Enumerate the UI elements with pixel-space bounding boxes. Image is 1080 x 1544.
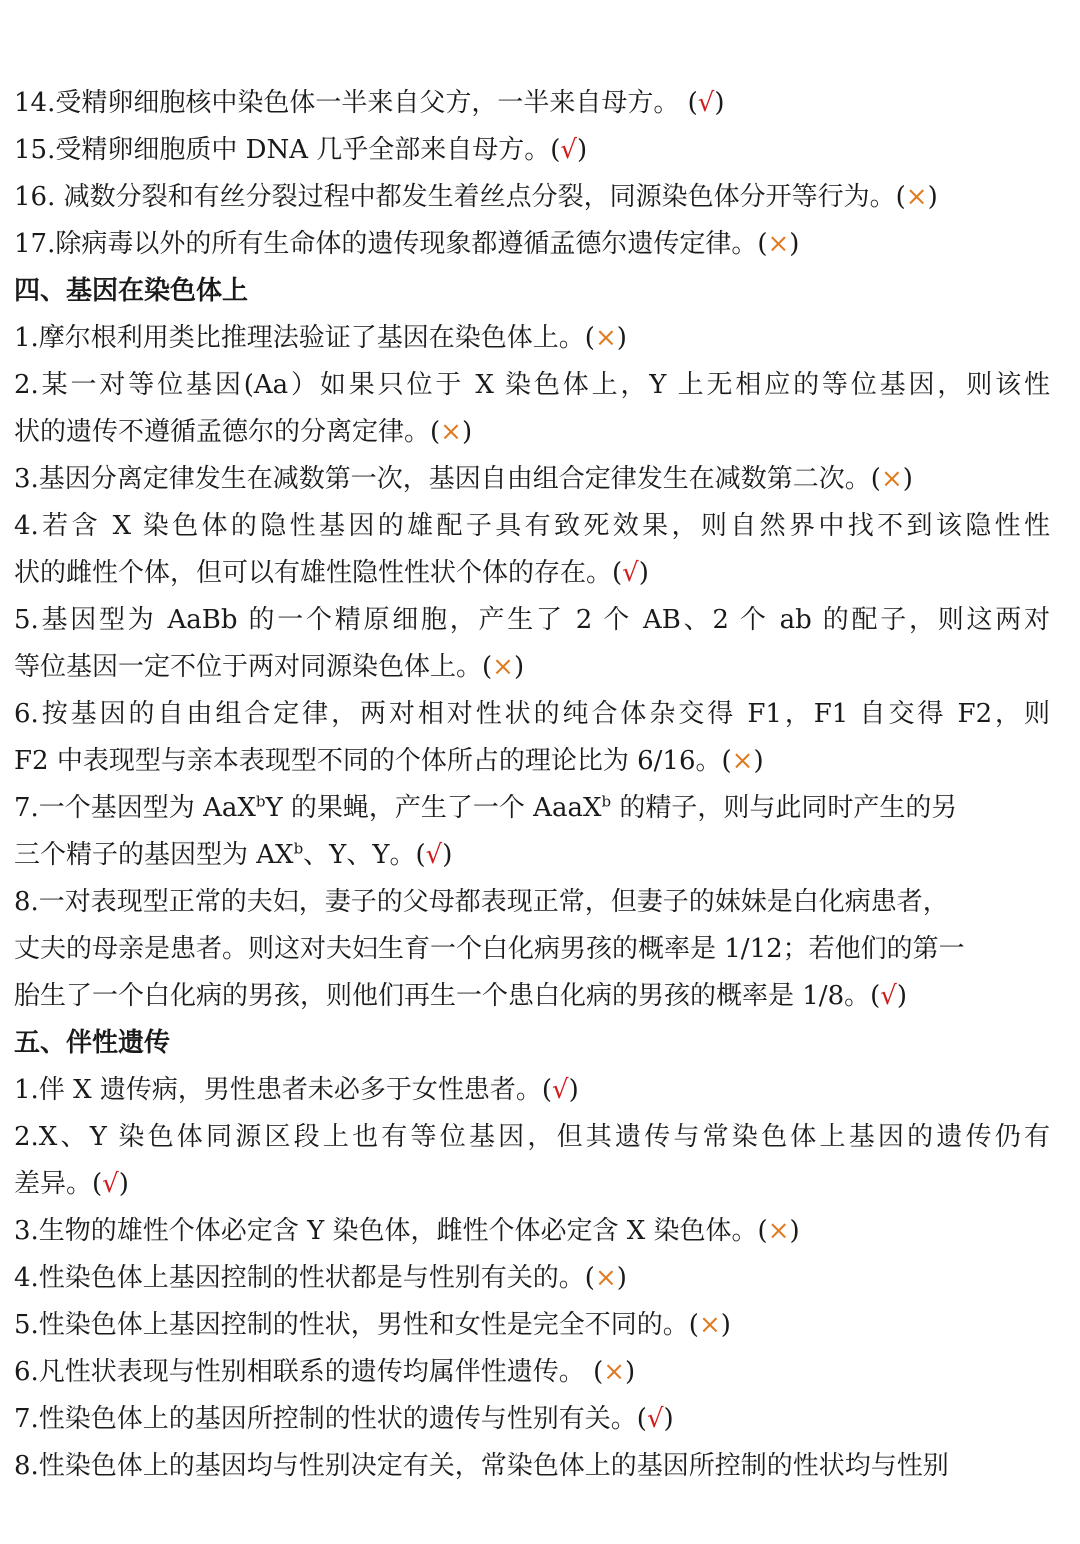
- close-paren: ): [576, 135, 588, 165]
- section-heading-5: 五、伴性遗传: [14, 1028, 171, 1058]
- cross-mark-icon: ×: [905, 182, 928, 212]
- close-paren: ): [625, 1357, 636, 1387]
- statement-text: 的精子，则与此同时产生的另: [611, 793, 958, 823]
- statement-5-7: [14, 1396, 1050, 1443]
- cross-mark-icon: ×: [594, 323, 617, 353]
- cross-mark-icon: ×: [767, 229, 790, 259]
- statement-5-4: [14, 1255, 1050, 1302]
- superscript: b: [293, 839, 304, 858]
- statement-4-7-line2: [14, 832, 1050, 879]
- check-mark-icon: √: [552, 1075, 569, 1105]
- close-paren: ): [513, 652, 525, 682]
- statement-4-5-line1: 5.基因型为 AaBb 的一个精原细胞，产生了 2 个 AB、2 个 ab 的配子，则这两对: [14, 605, 1050, 635]
- statement-text: 6.凡性状表现与性别相联系的遗传均属伴性遗传。 (: [14, 1357, 604, 1387]
- statement-text: 状的雌性个体，但可以有雄性隐性性状个体的存在。(: [14, 558, 623, 588]
- statement-text: 7.一个基因型为 AaX: [14, 793, 256, 823]
- statement-text: 1.伴 X 遗传病，男性患者未必多于女性患者。(: [14, 1075, 552, 1105]
- check-mark-icon: √: [560, 135, 577, 165]
- statement-5-8-line1: 8.性染色体上的基因均与性别决定有关，常染色体上的基因所控制的性状均与性别: [14, 1451, 949, 1481]
- statement-5-6: [14, 1349, 1050, 1396]
- cross-mark-icon: ×: [492, 652, 514, 682]
- statement-5-3: [14, 1208, 1050, 1255]
- check-mark-icon: √: [425, 840, 443, 870]
- close-paren: ): [663, 1404, 674, 1434]
- statement-text: 3.基因分离定律发生在减数第一次，基因自由组合定律发生在减数第二次。(: [14, 464, 881, 494]
- statement-text: 4.性染色体上基因控制的性状都是与性别有关的。(: [14, 1263, 595, 1293]
- statement-4-8-line2: 丈夫的母亲是患者。则这对夫妇生育一个白化病男孩的概率是 1/12；若他们的第一: [14, 934, 965, 964]
- close-paren: ): [753, 746, 764, 776]
- statement-4-5-line2: [14, 644, 1050, 691]
- check-mark-icon: √: [646, 1404, 664, 1434]
- statement-4-4-line1: 4.若含 X 染色体的隐性基因的雄配子具有致死效果，则自然界中找不到该隐性性: [14, 511, 1050, 541]
- statement-4-2-line1: 2.某一对等位基因(Aa）如果只位于 X 染色体上，Y 上无相应的等位基因，则该性: [14, 370, 1050, 400]
- check-mark-icon: √: [622, 558, 639, 588]
- cross-mark-icon: ×: [594, 1263, 617, 1293]
- superscript: b: [601, 792, 612, 811]
- close-paren: ): [896, 981, 907, 1011]
- close-paren: ): [461, 417, 473, 447]
- close-paren: ): [442, 840, 453, 870]
- cross-mark-icon: ×: [698, 1310, 721, 1340]
- check-mark-icon: √: [102, 1169, 119, 1199]
- close-paren: ): [638, 558, 649, 588]
- close-paren: ): [927, 182, 938, 212]
- cross-mark-icon: ×: [767, 1216, 790, 1246]
- close-paren: ): [789, 229, 800, 259]
- statement-4-7-line1: [14, 785, 1050, 832]
- section-heading-4: 四、基因在染色体上: [14, 276, 249, 306]
- check-mark-icon: √: [880, 981, 897, 1011]
- statement-text: Y 的果蝇，产生了一个 AaaX: [265, 793, 602, 823]
- statement-4-3: [14, 456, 1050, 503]
- statement-text: 等位基因一定不位于两对同源染色体上。(: [14, 652, 493, 682]
- statement-5-2-line1: 2.X、Y 染色体同源区段上也有等位基因，但其遗传与常染色体上基因的遗传仍有: [14, 1122, 1050, 1152]
- statement-text: 状的遗传不遵循孟德尔的分离定律。(: [14, 417, 441, 447]
- statement-text: 差异。(: [14, 1169, 103, 1199]
- statement-text: 三个精子的基因型为 AX: [14, 840, 294, 870]
- statement-5-5: [14, 1302, 1050, 1349]
- statement-4-8-line1: 8.一对表现型正常的夫妇，妻子的父母都表现正常，但妻子的妹妹是白化病患者，: [14, 887, 949, 917]
- statement-text: 1.摩尔根利用类比推理法验证了基因在染色体上。(: [14, 323, 595, 353]
- superscript: b: [255, 792, 266, 811]
- close-paren: ): [118, 1169, 129, 1199]
- statement-text: 3.生物的雄性个体必定含 Y 染色体，雌性个体必定含 X 染色体。(: [14, 1216, 768, 1246]
- statement-text: 胎生了一个白化病的男孩，则他们再生一个患白化病的男孩的概率是 1/8。(: [14, 981, 881, 1011]
- statement-text: F2 中表现型与亲本表现型不同的个体所占的理论比为 6/16。(: [14, 746, 732, 776]
- statement-4-4-line2: [14, 550, 1050, 597]
- statement-4-8-line3: [14, 973, 1050, 1020]
- check-mark-icon: √: [697, 88, 715, 118]
- cross-mark-icon: ×: [731, 746, 754, 776]
- cross-mark-icon: ×: [603, 1357, 626, 1387]
- statement-5-1: [14, 1067, 1050, 1114]
- statement-4-2-line2: [14, 409, 1050, 456]
- statement-text: 17.除病毒以外的所有生命体的遗传现象都遵循孟德尔遗传定律。(: [14, 229, 768, 259]
- cross-mark-icon: ×: [880, 464, 903, 494]
- statement-text: 5.性染色体上基因控制的性状，男性和女性是完全不同的。(: [14, 1310, 699, 1340]
- statement-16: [14, 174, 1050, 221]
- close-paren: ): [789, 1216, 800, 1246]
- close-paren: ): [902, 464, 913, 494]
- statement-4-1: [14, 315, 1050, 362]
- statement-text: 7.性染色体上的基因所控制的性状的遗传与性别有关。(: [14, 1404, 647, 1434]
- statement-4-6-line1: 6.按基因的自由组合定律，两对相对性状的纯合体杂交得 F1，F1 自交得 F2，则: [14, 699, 1050, 729]
- close-paren: ): [720, 1310, 731, 1340]
- statement-text: 、Y、Y。(: [303, 840, 426, 870]
- close-paren: ): [616, 323, 627, 353]
- close-paren: ): [714, 88, 725, 118]
- statement-text: 14.受精卵细胞核中染色体一半来自父方，一半来自母方。 (: [14, 88, 698, 118]
- statement-14: [14, 80, 1050, 127]
- statement-5-2-line2: [14, 1161, 1050, 1208]
- close-paren: ): [616, 1263, 627, 1293]
- statement-17: [14, 221, 1050, 268]
- statement-4-6-line2: [14, 738, 1050, 785]
- statement-15: [14, 127, 1050, 174]
- close-paren: ): [568, 1075, 579, 1105]
- cross-mark-icon: ×: [440, 417, 462, 447]
- statement-text: 16. 减数分裂和有丝分裂过程中都发生着丝点分裂，同源染色体分开等行为。(: [14, 182, 906, 212]
- statement-text: 15.受精卵细胞质中 DNA 几乎全部来自母方。(: [14, 135, 561, 165]
